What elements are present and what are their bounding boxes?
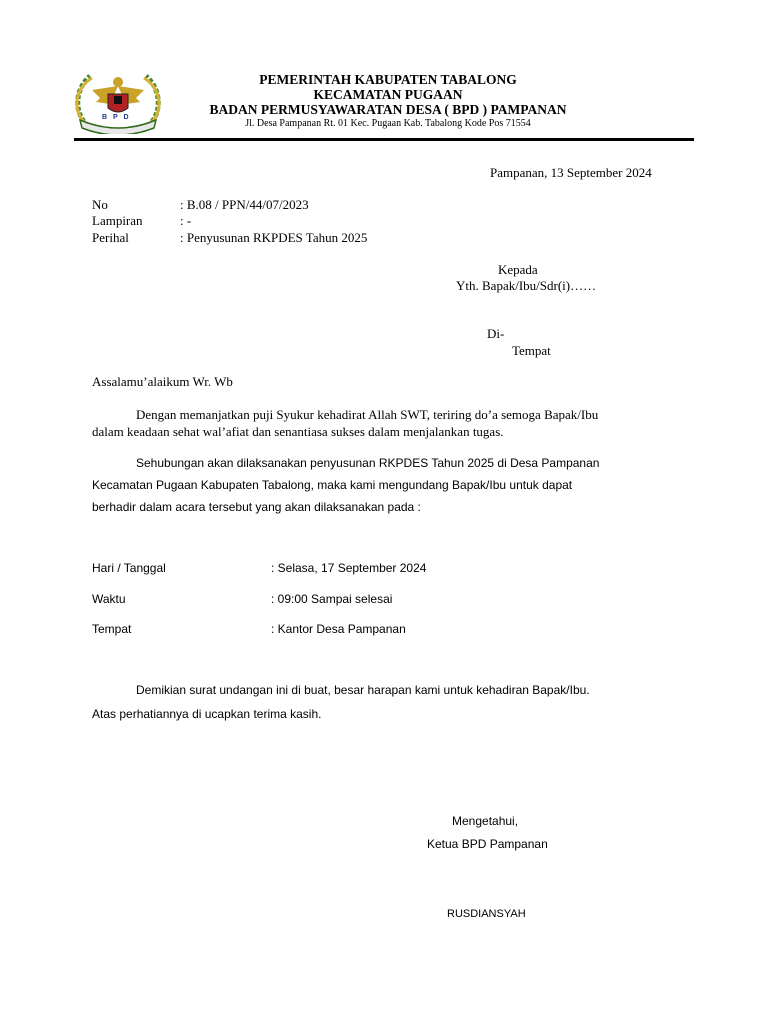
addressee-tempat: Tempat	[512, 343, 551, 358]
signature-mengetahui: Mengetahui,	[452, 814, 519, 828]
letterhead-address: Jl. Desa Pampanan Rt. 01 Kec. Pugaan Kab. Tabalong Kode Pos 71554	[245, 118, 531, 129]
meta-label-no: No	[92, 197, 108, 212]
para2-line-2: Kecamatan Pugaan Kabupaten Tabalong, maka kami mengundang Bapak/Ibu untuk dapat	[92, 478, 573, 492]
para1-line-2: dalam keadaan sehat wal’afiat dan senantiasa sukses dalam menjalankan tugas.	[92, 424, 504, 439]
detail-label-tempat: Tempat	[92, 622, 132, 636]
detail-label-waktu: Waktu	[92, 592, 126, 606]
letterhead-line-3: BADAN PERMUSYAWARATAN DESA ( BPD ) PAMPANAN	[209, 102, 567, 117]
para1-line-1: Dengan memanjatkan puji Syukur kehadirat Allah SWT, teriring do’a semoga Bapak/Ibu	[136, 407, 599, 422]
para2-line-1: Sehubungan akan dilaksanakan penyusunan RKPDES Tahun 2025 di Desa Pampanan	[136, 456, 600, 470]
addressee-di: Di-	[487, 326, 505, 341]
letterhead-line-2: KECAMATAN PUGAAN	[313, 87, 463, 102]
signature-position: Ketua BPD Pampanan	[427, 837, 548, 851]
detail-label-hari-tanggal: Hari / Tanggal	[92, 561, 166, 575]
letterhead-divider	[74, 138, 694, 141]
addressee-yth: Yth. Bapak/Ibu/Sdr(i)……	[456, 278, 597, 293]
closing-line-2: Atas perhatiannya di ucapkan terima kasih.	[92, 707, 322, 721]
letter-date: Pampanan, 13 September 2024	[490, 165, 652, 180]
meta-value-no: : B.08 / PPN/44/07/2023	[180, 197, 309, 212]
meta-label-lampiran: Lampiran	[92, 213, 143, 228]
detail-value-tempat: : Kantor Desa Pampanan	[271, 622, 406, 636]
meta-value-perihal: : Penyusunan RKPDES Tahun 2025	[180, 230, 368, 245]
addressee-kepada: Kepada	[498, 262, 538, 277]
logo-text: B P D	[102, 114, 131, 121]
meta-value-lampiran: : -	[180, 213, 192, 228]
meta-label-perihal: Perihal	[92, 230, 129, 245]
letterhead-line-1: PEMERINTAH KABUPATEN TABALONG	[259, 72, 517, 87]
closing-line-1: Demikian surat undangan ini di buat, besar harapan kami untuk kehadiran Bapak/Ibu.	[136, 683, 590, 697]
bpd-garuda-logo	[70, 68, 166, 134]
detail-value-waktu: : 09:00 Sampai selesai	[271, 592, 393, 606]
signature-name: RUSDIANSYAH	[447, 908, 526, 920]
greeting: Assalamu’alaikum Wr. Wb	[92, 374, 233, 389]
detail-value-hari-tanggal: : Selasa, 17 September 2024	[271, 561, 427, 575]
para2-line-3: berhadir dalam acara tersebut yang akan dilaksanakan pada :	[92, 500, 421, 514]
